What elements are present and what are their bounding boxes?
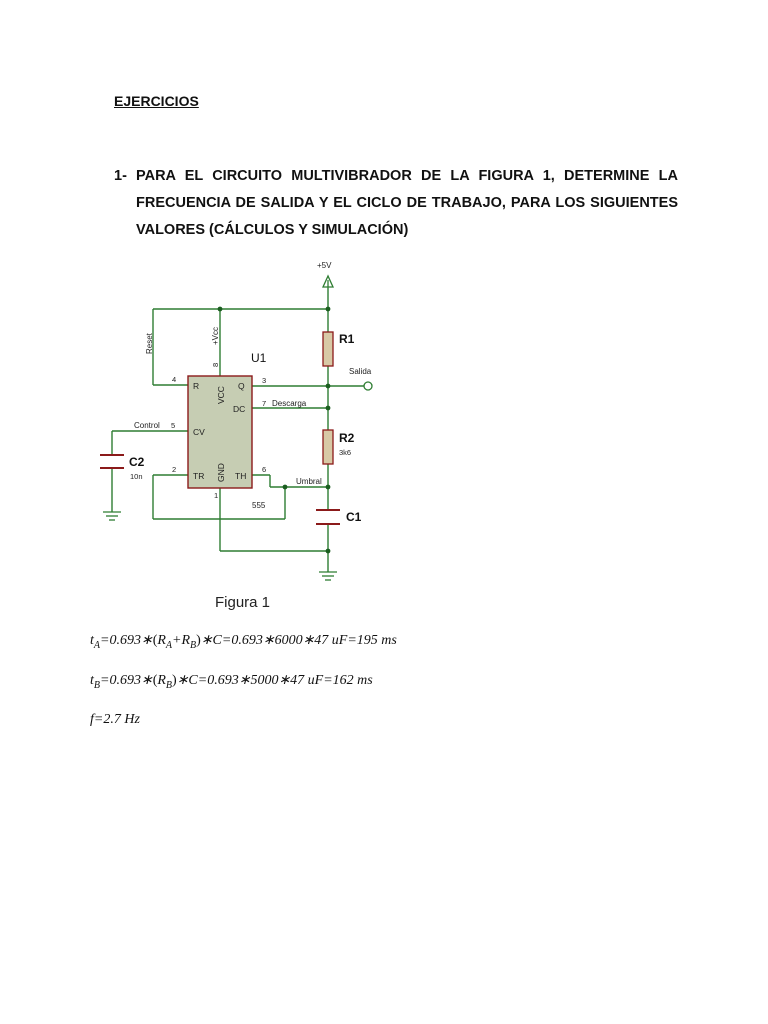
c2-value: 10n <box>130 472 143 481</box>
pin-num-3: 3 <box>262 376 267 385</box>
net-label-discharge: Descarga <box>272 399 307 408</box>
ic-pin-th: TH <box>235 471 247 481</box>
circuit-diagram <box>90 255 390 590</box>
capacitor-c1-icon <box>316 510 340 524</box>
pin-num-8: 8 <box>211 362 220 367</box>
resistor-r2-icon <box>323 430 333 464</box>
net-label-reset: Reset <box>145 333 154 354</box>
ic-type-label: 555 <box>252 501 266 510</box>
r2-ref: R2 <box>339 431 355 445</box>
net-label-output: Salida <box>349 367 372 376</box>
c1-ref: C1 <box>346 510 362 524</box>
net-label-vcc: +Vcc <box>211 326 220 345</box>
pin-num-6: 6 <box>262 465 267 474</box>
output-terminal-icon <box>364 382 372 390</box>
r2-value: 3k6 <box>339 448 352 457</box>
exercise-1 <box>114 163 678 244</box>
ic-pin-gnd: GND <box>216 463 226 482</box>
ic-pin-vcc: VCC <box>216 386 226 404</box>
ground-icon-c1 <box>319 572 337 580</box>
supply-label: +5V <box>317 261 332 270</box>
equation-tb: $t_B=0.693∗(R_B)∗C=0.693∗5000∗47$ uF=162 ms <box>90 673 373 691</box>
ic-pin-tr: TR <box>193 471 205 481</box>
pin-num-5: 5 <box>171 421 176 430</box>
section-heading: EJERCICIOS <box>114 93 199 109</box>
ic-pin-q: Q <box>238 381 245 391</box>
net-label-threshold: Umbral <box>296 477 322 486</box>
net-label-control: Control <box>134 421 160 430</box>
r1-ref: R1 <box>339 332 355 346</box>
c2-ref: C2 <box>129 455 145 469</box>
pin-num-7: 7 <box>262 399 267 408</box>
figure-caption: Figura 1 <box>215 594 271 611</box>
exercise-text: PARA EL CIRCUITO MULTIVIBRADOR DE LA FIGURA 1, DETERMINE LA FRECUENCIA DE SALIDA Y EL CICLO DE TRABAJO, PARA LOS SIGUIENTES VALORES (CÁLCULOS Y SIMULACIÓN) <box>136 168 678 238</box>
ic-pin-r: R <box>193 381 200 391</box>
equation-ta: $t_A=0.693∗(R_A+R_B)∗C=0.693∗6000∗47$ uF=195 ms <box>90 633 397 651</box>
capacitor-c2-icon <box>100 455 124 468</box>
ic-pin-dc: DC <box>233 404 246 414</box>
pin-num-4: 4 <box>172 375 177 384</box>
ground-icon-c2 <box>103 512 121 520</box>
resistor-r1-icon <box>323 332 333 366</box>
pin-num-2: 2 <box>172 465 177 474</box>
equation-frequency: f=2.7 Hz <box>90 712 140 727</box>
ic-pin-cv: CV <box>193 427 205 437</box>
pin-num-1: 1 <box>214 491 219 500</box>
exercise-number: 1- <box>114 168 127 184</box>
ic-ref-label: U1 <box>251 351 267 365</box>
supply-terminal-icon <box>323 276 333 288</box>
